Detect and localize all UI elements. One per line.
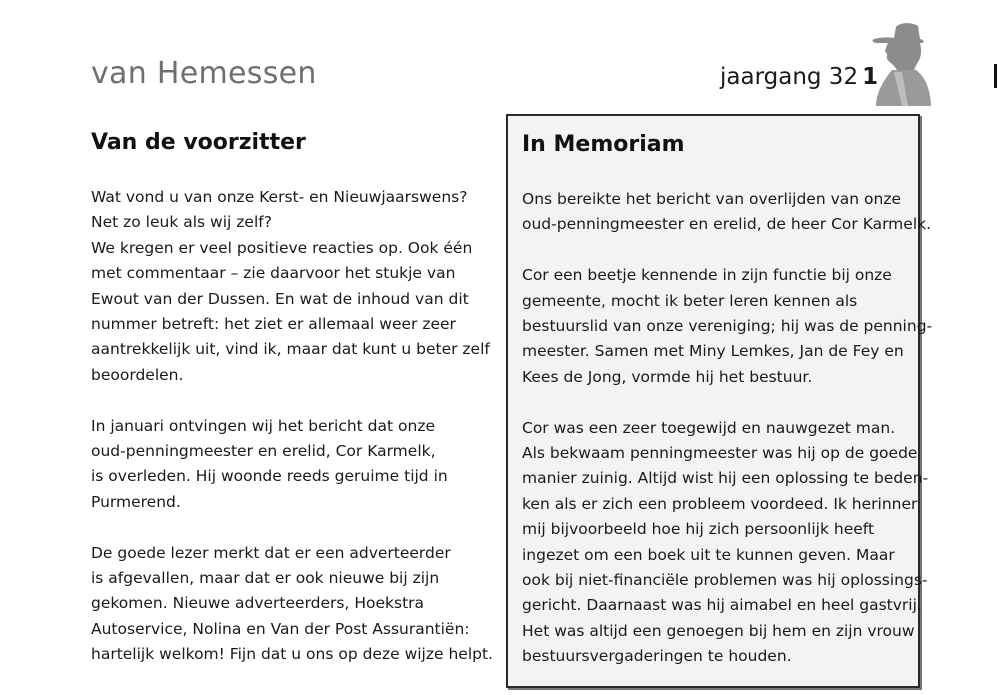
memoriam-text-line: ken als er zich een probleem voordeed. Ik herinner — [522, 494, 918, 513]
memoriam-text-line: Als bekwaam penningmeester was hij op de goede — [522, 444, 918, 463]
chairman-text-line: oud-penningmeester en erelid, Cor Karmelk, — [91, 442, 436, 461]
chairman-text-line: Autoservice, Nolina en Van der Post Assurantiën: — [91, 619, 470, 638]
chairman-text-line: Purmerend. — [91, 492, 181, 511]
chairman-text-line: nummer betreft: het ziet er allemaal weer zeer — [91, 315, 456, 334]
chairman-text-line: In januari ontvingen wij het bericht dat onze — [91, 416, 435, 435]
chairman-text-line: Net zo leuk als wij zelf? — [91, 213, 272, 232]
memoriam-paragraph — [522, 416, 929, 670]
issue-label: jaargang 32 — [720, 64, 859, 90]
chairman-text-line: We kregen er veel positieve reacties op. Ook één — [91, 238, 473, 257]
memoriam-text-line: mij bijvoorbeeld hoe hij zich persoonlijk heeft — [522, 520, 875, 539]
memoriam-text-line: Het was altijd een genoegen bij hem en zijn vrouw — [522, 621, 915, 640]
memoriam-text-line: bestuurslid van onze vereniging; hij was de penning- — [522, 317, 933, 336]
memoriam-text-line: oud-penningmeester en erelid, de heer Cor Karmelk. — [522, 215, 932, 234]
in-memoriam-box — [506, 114, 933, 688]
chairman-text-line: Ewout van der Dussen. En wat de inhoud van dit — [91, 289, 469, 308]
chairman-text-line: beoordelen. — [91, 365, 184, 384]
chairman-body — [91, 185, 491, 668]
chairman-text-line: Wat vond u van onze Kerst- en Nieuwjaarswens? — [91, 188, 468, 206]
newsletter-title: van Hemessen — [91, 56, 317, 91]
chairman-article — [91, 126, 491, 693]
page-edge-mark — [994, 64, 997, 88]
memoriam-text-line: Kees de Jong, vormde hij het bestuur. — [522, 367, 813, 386]
chairman-text-line: gekomen. Nieuwe adverteerders, Hoekstra — [91, 594, 425, 613]
memoriam-text-line: bestuursvergaderingen te houden. — [522, 647, 792, 666]
chairman-text-line: aantrekkelijk uit, vind ik, maar dat kunt u beter zelf — [91, 340, 490, 359]
chairman-paragraph — [91, 541, 491, 668]
man-with-hat-silhouette-icon — [868, 20, 932, 106]
issue-number: 1 — [862, 64, 879, 90]
memoriam-text-line: gemeente, mocht ik beter leren kennen als — [522, 291, 858, 310]
memoriam-text-line: ook bij niet-financiële problemen was hij oplossings- — [522, 571, 928, 590]
chairman-heading: Van de voorzitter — [91, 130, 306, 155]
memoriam-text-line: Cor was een zeer toegewijd en nauwgezet man. — [522, 418, 896, 437]
chairman-text-line: De goede lezer merkt dat er een adverteerder — [91, 543, 451, 562]
issue-info — [720, 64, 878, 90]
memoriam-paragraph — [522, 187, 932, 238]
chairman-text-line: met commentaar – zie daarvoor het stukje van — [91, 264, 456, 283]
chairman-text-line: is afgevallen, maar dat er ook nieuwe bij zijn — [91, 569, 440, 588]
memoriam-text-line: manier zuinig. Altijd wist hij een oplossing te beden- — [522, 469, 929, 488]
chairman-paragraph — [91, 414, 491, 516]
memoriam-paragraph — [522, 263, 933, 390]
memoriam-text-line: meester. Samen met Miny Lemkes, Jan de Fey en — [522, 342, 904, 361]
memoriam-text-line: gericht. Daarnaast was hij aimabel en heel gastvrij. — [522, 596, 922, 615]
chairman-text-line: hartelijk welkom! Fijn dat u ons op deze wijze helpt. — [91, 645, 493, 664]
chairman-paragraph — [91, 185, 491, 388]
in-memoriam-body — [522, 187, 933, 670]
chairman-text-line: is overleden. Hij woonde reeds geruime tijd in — [91, 467, 448, 486]
in-memoriam-heading: In Memoriam — [522, 132, 685, 157]
memoriam-text-line: ingezet om een boek uit te kunnen geven. Maar — [522, 545, 895, 564]
memoriam-text-line: Ons bereikte het bericht van overlijden van onze — [522, 190, 901, 208]
memoriam-text-line: Cor een beetje kennende in zijn functie bij onze — [522, 266, 892, 285]
